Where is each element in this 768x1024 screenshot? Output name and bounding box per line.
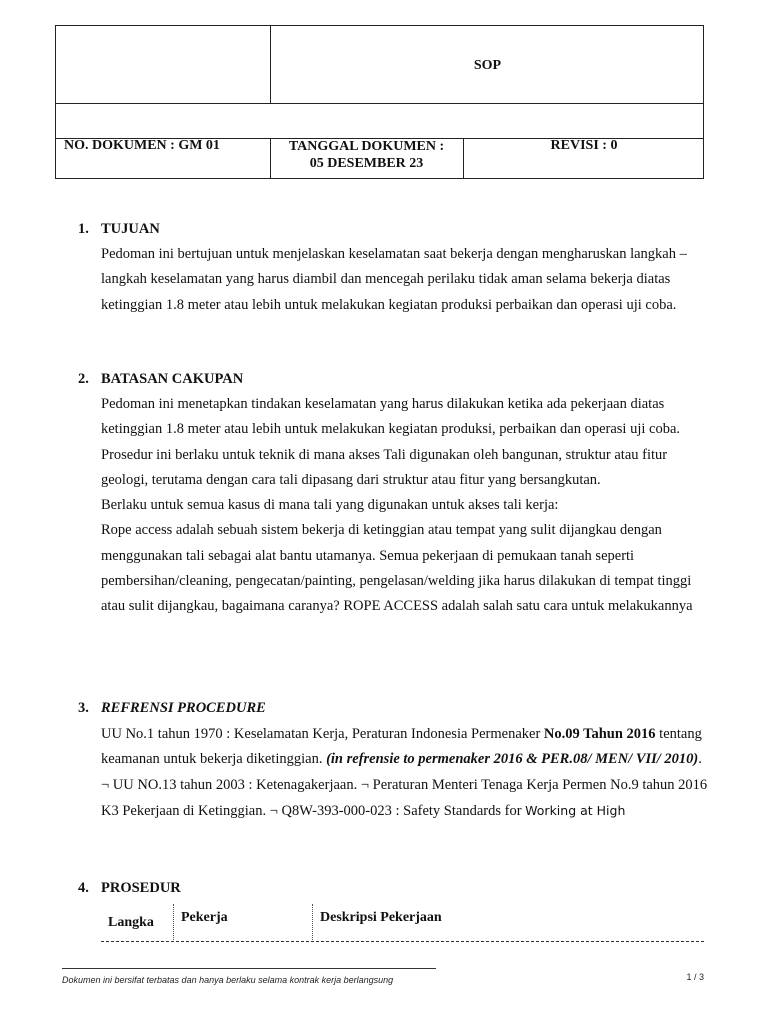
section-number: 3. — [78, 700, 89, 716]
paragraph — [101, 722, 708, 824]
section-title: REFRENSI PROCEDURE — [101, 700, 266, 716]
paragraph: Prosedur ini berlaku untuk teknik di mana akses Tali digunakan oleh bangunan, struktur atau fitur geologi, terutama dengan cara tali dipasang dari struktur atau fitur yang bersangkutan. — [101, 446, 668, 488]
section-referensi — [78, 700, 708, 824]
section-number: 1. — [78, 221, 89, 237]
column-separator — [312, 904, 313, 940]
section-body — [101, 722, 708, 824]
table-rule — [101, 941, 704, 942]
procedure-table-header — [101, 902, 704, 942]
document-date — [270, 138, 463, 172]
section-prosedur — [78, 880, 708, 902]
reference-text-sans: Working at High — [525, 802, 626, 818]
column-header-deskripsi: Deskripsi Pekerjaan — [320, 910, 442, 925]
document-date-value: 05 DESEMBER 23 — [309, 156, 424, 171]
section-title: BATASAN CAKUPAN — [101, 371, 244, 387]
document-date-label: TANGGAL DOKUMEN : — [288, 139, 445, 154]
section-body — [101, 392, 708, 620]
paragraph: Rope access adalah sebuah sistem bekerja di ketinggian atau tempat yang sulit dijangkau dengan menggunakan tali sebagai alat bantu utamanya. Semua pekerjaan di pemukaan tanah seperti pembersihan/cleaning, pengecatan/painting, pengelasan/welding jika harus dilakukan di tempat tinggi atau sulit dijangkau, bagaimana caranya? ROPE ACCESS adalah salah satu cara untuk melakukannya — [101, 522, 693, 615]
header-divider — [56, 103, 703, 104]
paragraph: Berlaku untuk semua kasus di mana tali yang digunakan untuk akses tali kerja: — [101, 497, 559, 514]
page-number: 1 / 3 — [686, 972, 704, 982]
paragraph: Pedoman ini bertujuan untuk menjelaskan keselamatan saat bekerja dengan mengharuskan langkah – langkah keselamatan yang harus diambil dan mencegah perilaku tidak aman selama bekerja diatas ketinggian 1.8 meter atau lebih untuk melakukan kegiatan produksi perbaikan dan operasi uji coba. — [101, 246, 687, 313]
reference-regulation: No.09 Tahun 2016 — [543, 726, 656, 742]
document-header-table — [55, 25, 704, 179]
column-header-pekerja: Pekerja — [181, 910, 228, 925]
paragraph: Pedoman ini menetapkan tindakan keselamatan yang harus dilakukan ketika ada pekerjaan diatas ketinggian 1.8 meter atau lebih untuk melakukan kegiatan produksi, perbaikan dan operasi uji coba. — [101, 396, 681, 438]
reference-text: tentang keamanan untuk bekerja diketinggian. — [101, 726, 702, 768]
section-title: PROSEDUR — [101, 880, 181, 896]
section-body — [101, 242, 708, 318]
column-header-langka: Langka — [108, 915, 154, 930]
reference-note: (in refrensie to permenaker 2016 & PER.08/ MEN/ VII/ 2010) — [326, 751, 699, 768]
section-heading — [78, 221, 708, 243]
footer-note: Dokumen ini bersifat terbatas dan hanya berlaku selama kontrak kerja berlangsung — [62, 975, 394, 985]
section-number: 4. — [78, 880, 89, 896]
section-heading — [78, 700, 708, 722]
section-heading — [78, 371, 708, 393]
section-title: TUJUAN — [101, 221, 160, 237]
section-tujuan — [78, 221, 708, 318]
reference-text: UU No.1 tahun 1970 : Keselamatan Kerja, Peraturan Indonesia Permenaker — [101, 726, 544, 742]
section-heading — [78, 880, 708, 902]
reference-text: . ¬ UU NO.13 tahun 2003 : Ketenagakerjaan. ¬ Peraturan Menteri Tenaga Kerja Permen No.9 tahun 2016 K3 Pekerjaan di Ketinggian. ¬ Q8W-393-000-023 : Safety Standards for — [101, 751, 708, 819]
footer-divider — [62, 968, 436, 969]
document-revision: REVISI : 0 — [550, 138, 618, 153]
document-number: NO. DOKUMEN : GM 01 — [64, 138, 220, 153]
document-title: SOP — [473, 58, 502, 73]
column-separator — [173, 904, 174, 940]
section-number: 2. — [78, 371, 89, 387]
section-batasan-cakupan — [78, 371, 708, 620]
